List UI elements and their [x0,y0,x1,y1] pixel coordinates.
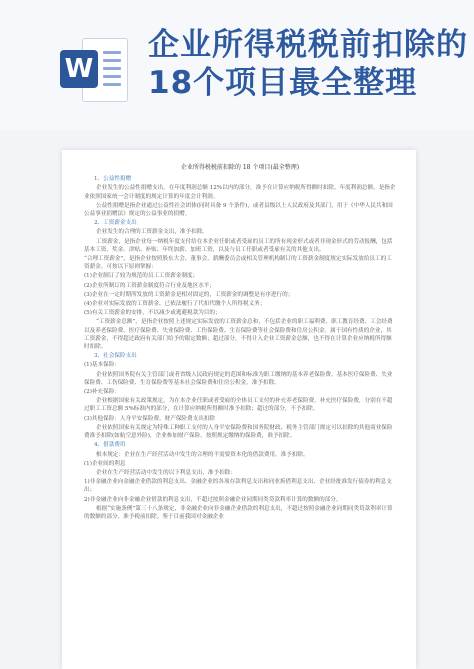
paragraph: (2)补充保险： [84,389,120,396]
document-page [62,150,416,669]
paragraph: 企业在生产经营活动中发生的以下利息支出，准予扣除： [96,469,236,476]
paragraph: 2)非金融企业向非金融企业借款的利息支出，不超过按照金融企业同期同类贷款利率计算的数额的部分。 [84,496,342,503]
paragraph: “工资薪金总额”，是指企业按照上述规定实际发放的工资薪金总和，不包括企业的职工福利费、职工教育经费、工会经费以及养老保险费、医疗保险费、失业保险费、工伤保险费、生育保险费等社会保险费和住房公积金。属于国有性质的企业，其工资薪金，不得超过政府有关部门给予的限定数额；超过部分，不得计入企业工资薪金总额，也不得在计算企业应纳税所得额时扣除。 [84,319,393,351]
paragraph: (3)企业在一定时期所发放的工资薪金是相对固定的，工资薪金的调整是有序进行的； [84,291,294,298]
page-headline: 企业所得税税前扣除的18个项目最全整理 [148,27,468,101]
paragraph: (1)企业制订了较为规范的员工工资薪金制度； [84,273,199,280]
word-document-icon [60,38,130,100]
document-body [84,175,396,521]
paragraph: (1)基本保险： [84,362,120,369]
paragraph: 工资薪金，是指企业每一纳税年度支付给在本企业任职或者受雇的员工的所有现金形式或者非现金形式的劳动报酬，包括基本工资、奖金、津贴、补贴、年终加薪、加班工资，以及与员工任职或者受雇有关的其他支出。 [84,238,393,253]
paragraph: 企业发生的公益性捐赠支出，在年度利润总额 12%以内的部分，准予在计算应纳税所得额时扣除。年度利润总额，是指企业依照国家统一会计制度的规定计算的年度会计利润。 [84,185,396,200]
section-heading: 3、社会保险支出 [94,353,137,360]
section-heading: 1、公益性捐赠 [94,176,132,183]
word-badge: W [60,50,98,88]
paragraph: 企业依照国务院有关主管部门或者省级人民政府规定的范围和标准为职工缴纳的基本养老保险费、基本医疗保险费、失业保险费、工伤保险费、生育保险费等基本社会保险费和住房公积金，准予扣除。 [84,371,393,386]
paragraph: “合理工资薪金”，是指企业按照股东大会、董事会、薪酬委员会或相关管理机构制订的工资薪金制度规定实际发放给员工的工资薪金。可按以下原则掌握： [84,256,392,271]
paragraph: 企业根据国家有关政策规定，为在本企业任职或者受雇的全体员工支付的补充养老保险费、补充医疗保险费，分别在不超过职工工资总额 5%标准内的部分，在计算应纳税所得额时准予扣除；超过的部分，不予扣除。 [84,398,393,413]
paragraph: 企业依照国家有关规定为特殊工种职工支付的人身平安保险费和国务院财政、税务主管部门规定可以扣除的其他商业保险费准予扣除(如航空意外险)，企业参加财产保险，按照规定缴纳的保险费，准予扣除。 [84,424,393,440]
paragraph: 根据“实施条例”第三十八条规定，非金融企业向非金融企业借款的利息支出，不超过按照金融企业同期同类贷款利率计算的数额的部分，准予税前扣除。鉴于目前我国对金融企业 [84,505,393,520]
document-title: 企业所得税税前扣除的 18 个项目(最全整理) [180,164,300,171]
paragraph: (5)有关工资薪金的安排，不以减少或逃避税款为目的； [84,310,221,317]
paragraph: (4)企业对实际发放的工资薪金，已依法履行了代扣代缴个人所得税义务； [84,301,266,308]
section-heading: 2、工资薪金支出 [94,220,137,227]
paragraph: (2)企业所制订的工资薪金制度符合行业及地区水平； [84,282,215,289]
section-heading: 4、借款费用 [94,442,126,449]
paragraph: 企业发生的合理的工资薪金支出，准予扣除。 [96,229,208,236]
header-banner [0,0,474,130]
document-content [84,164,396,522]
paragraph: (3)其他保险：人身平安保险费、财产保险费支出扣除 [84,415,215,422]
paragraph: 根本规定：企业在生产经营活动中发生的合理的不需要资本化的借款费用，准予扣除。 [96,451,309,458]
paragraph: 1)非金融企业向金融企业借款的利息支出、金融企业的各项存款利息支出和同业拆借利息支出、企业经批准发行债券的利息支出； [84,479,392,494]
paragraph: (1)企业间的利息 [84,460,126,467]
paragraph: 公益性捐赠是指企业通过公益性社会团体(同时具备 9 个条件)，或者县级以上人民政府及其部门，用于《中华人民共和国公益事业捐赠法》规定的公益事业的捐赠。 [84,202,393,218]
